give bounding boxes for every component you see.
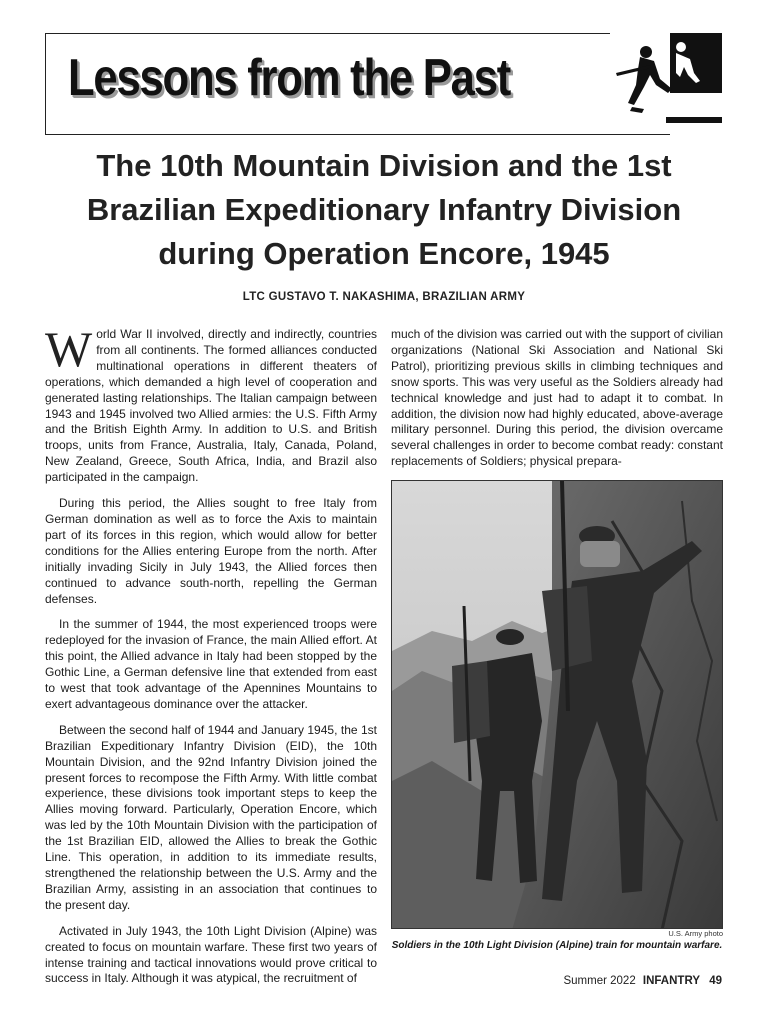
paragraph: Activated in July 1943, the 10th Light Division (Alpine) was created to focus on mountain warfare. These first two years of intense training and tactical innovations would prove critical to success in Italy. Although it was atypical, the recruitment of	[45, 923, 377, 986]
paragraph: much of the division was carried out with the support of civilian organizations (National Ski Association and National Ski Patrol), prioritizing previous skills in climbing techniques and snow sports. This was very useful as the Soldiers already had technical knowledge and just had to adapt it to combat. In addition, the division now had highly educated, above-average military personnel. During this period, the division overcame several challenges in order to become combat ready: constant replacements of Soldiers; physical prepara-	[391, 327, 723, 469]
article-photo	[391, 480, 723, 929]
paragraph	[45, 321, 377, 486]
section-title: Lessons from the Past	[68, 49, 511, 107]
photo-caption: Soldiers in the 10th Light Division (Alpine) train for mountain warfare.	[391, 940, 723, 951]
article-title: The 10th Mountain Division and the 1st Brazilian Expeditionary Infantry Division during Operation Encore, 1945	[86, 148, 682, 271]
issue-season: Summer 2022	[563, 975, 636, 987]
page-footer	[563, 975, 722, 987]
magazine-name: INFANTRY	[642, 975, 700, 987]
drop-cap: W	[45, 321, 93, 377]
photo-credit: U.S. Army photo	[668, 929, 723, 938]
article-column-left	[45, 321, 377, 997]
paragraph: In the summer of 1944, the most experienced troops were redeployed for the invasion of France, the main Allied effort. At this point, the Allied advance in Italy had been stopped by the Gothic Line, a German defensive line that extended from east to west that took advantage of the Apennines Mountains to exert advantageous dominance over the attacker.	[45, 617, 377, 711]
paragraph-text: orld War II involved, directly and indirectly, countries from all continents. The formed alliances conducted multinational operations in different theaters of operations, which demanded a high level of cooperation and generated lasting relationships. The Italian campaign between 1943 and 1945 involved two Allied armies: the U.S. Fifth Army and the British Eighth Army. In addition to U.S. and British troops, units from France, Australia, Italy, Canada, Poland, New Zealand, Greece, South Africa, India, and Brazil also participated in the campaign.	[45, 327, 377, 485]
running-soldier-icon	[610, 33, 722, 135]
page-number: 49	[709, 975, 722, 987]
paragraph: During this period, the Allies sought to free Italy from German domination as well as to force the Axis to maintain part of its forces in this region, which would allow for better conditions for the Allies entering Europe from the north. After initially invading Sicily in July 1943, the Allied forces then continued to advance south-north, repelling the German defenses.	[45, 496, 377, 606]
paragraph: Between the second half of 1944 and January 1945, the 1st Brazilian Expeditionary Infantry Division (EID), the 10th Mountain Division, and the 92nd Infantry Division joined the present forces to recompose the Fifth Army. With little combat experience, these divisions took important steps to keep the Allies moving forward. Particularly, Operation Encore, which was led by the 10th Mountain Division with the participation of the 1st Brazilian EID, allowed the Allies to break the Gothic Line. This operation, in addition to its immediate results, strengthened the relationship between the U.S. Army and the Brazilian Army, assisting in an association that continues to the present day.	[45, 722, 377, 912]
section-banner	[45, 33, 722, 135]
article-byline: LTC GUSTAVO T. NAKASHIMA, BRAZILIAN ARMY	[242, 291, 526, 303]
article-column-right	[391, 327, 723, 480]
